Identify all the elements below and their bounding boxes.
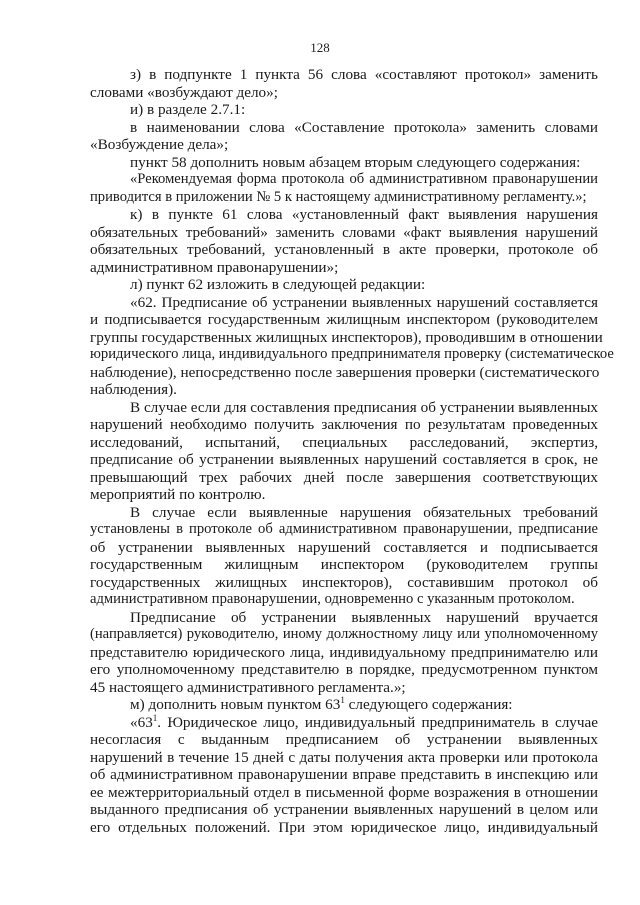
text-line <box>90 696 598 714</box>
text-line: В случае если для составления предписания об устранении выявленных <box>130 398 598 416</box>
text-fragment: м) дополнить новым пунктом 63 <box>130 696 341 713</box>
text-line: выданного предписания об устранении выявленных нарушений в целом или <box>90 801 598 818</box>
text-line: к) в пункте 61 слова «установленный факт выявления нарушения <box>130 206 598 223</box>
text-line: группы государственных жилищных инспекторов), проводившим в отношении <box>90 328 603 346</box>
text-line: установлены в протоколе об административном правонарушении, предписание <box>90 521 598 537</box>
text-line: приводится в приложении № 5 к настоящему административному регламенту.»; <box>90 188 587 205</box>
text-line: словами «возбуждают дело»; <box>90 83 278 101</box>
text-line: его уполномоченному представителю в порядке, предусмотренном пунктом <box>90 661 598 678</box>
text-line: и подписывается государственным жилищным инспектором (руководителем <box>90 311 598 328</box>
text-line: административном правонарушении»; <box>90 258 339 276</box>
text-line: ее межтерриториальный отдел в письменной форме возражения в отношении <box>90 783 598 801</box>
text-line: об административном правонарушении вправе представить в инспекцию или <box>90 766 598 783</box>
text-line: пункт 58 дополнить новым абзацем вторым следующего содержания: <box>130 153 581 171</box>
text-line: «62. Предписание об устранении выявленных нарушений составляется <box>130 293 598 311</box>
document-body <box>90 66 614 836</box>
text-line: наблюдения). <box>90 381 177 398</box>
text-line: «Возбуждение дела»; <box>90 136 229 153</box>
text-line: (направляется) руководителю, иному должностному лицу или уполномоченному <box>90 626 598 642</box>
text-line: 45 настоящего административного регламента.»; <box>90 678 406 696</box>
text-line: превышающий трех рабочих дней после завершения соответствующих <box>90 468 598 486</box>
text-line: Предписание об устранении выявленных нарушений вручается <box>130 608 598 626</box>
text-line <box>90 714 598 732</box>
text-line: административном правонарушении, одновременно с указанным протоколом. <box>90 591 575 607</box>
text-line: исследований, испытаний, специальных расследований, экспертиз, <box>90 433 598 451</box>
page-number: 128 <box>310 40 330 55</box>
text-line: об устранении выявленных нарушений составляется и подписывается <box>90 538 598 556</box>
text-line: государственных жилищных инспекторов), составившим протокол об <box>90 573 598 591</box>
text-line: нарушений необходимо получить заключения по результатам проведенных <box>90 416 598 433</box>
text-line: з) в подпункте 1 пункта 56 слова «составляют протокол» заменить <box>130 66 598 83</box>
text-line: наблюдение), непосредственно после завершения проверки (систематического <box>90 363 600 381</box>
text-line: нарушений в течение 15 дней с даты получения акта проверки или протокола <box>90 748 598 766</box>
text-line: обязательных требований» заменить словами «факт выявления нарушений <box>90 223 598 241</box>
text-line: В случае если выявленные нарушения обязательных требований <box>130 503 598 521</box>
text-fragment: следующего содержания: <box>344 696 513 713</box>
superscript: 1 <box>340 695 345 705</box>
text-line: представителю юридического лица, индивидуальному предпринимателю или <box>90 643 598 661</box>
text-line: предписание об устранении выявленных нарушений составляется в срок, не <box>90 451 598 468</box>
superscript: 1 <box>152 712 158 723</box>
text-line: юридического лица, индивидуального предпринимателя проверку (систематическое <box>90 346 614 362</box>
text-line: л) пункт 62 изложить в следующей редакции: <box>130 276 426 293</box>
text-line: в наименовании слова «Составление протокола» заменить словами <box>130 118 598 136</box>
text-line: и) в разделе 2.7.1: <box>130 101 246 118</box>
text-line: обязательных требований, установленный в акте проверки, протоколе об <box>90 241 598 258</box>
text-line: его отдельных положений. При этом юридическое лицо, индивидуальный <box>90 818 598 836</box>
text-line: «Рекомендуемая форма протокола об административном правонарушении <box>130 171 598 187</box>
text-line: мероприятий по контролю. <box>90 486 266 503</box>
text-fragment: . Юридическое лицо, индивидуальный предприниматель в случае <box>157 713 598 731</box>
text-line: государственным жилищным инспектором (руководителем группы <box>90 556 598 573</box>
text-fragment: «63 <box>130 713 153 731</box>
text-line: несогласия с выданным предписанием об устранении выявленных <box>90 731 598 748</box>
